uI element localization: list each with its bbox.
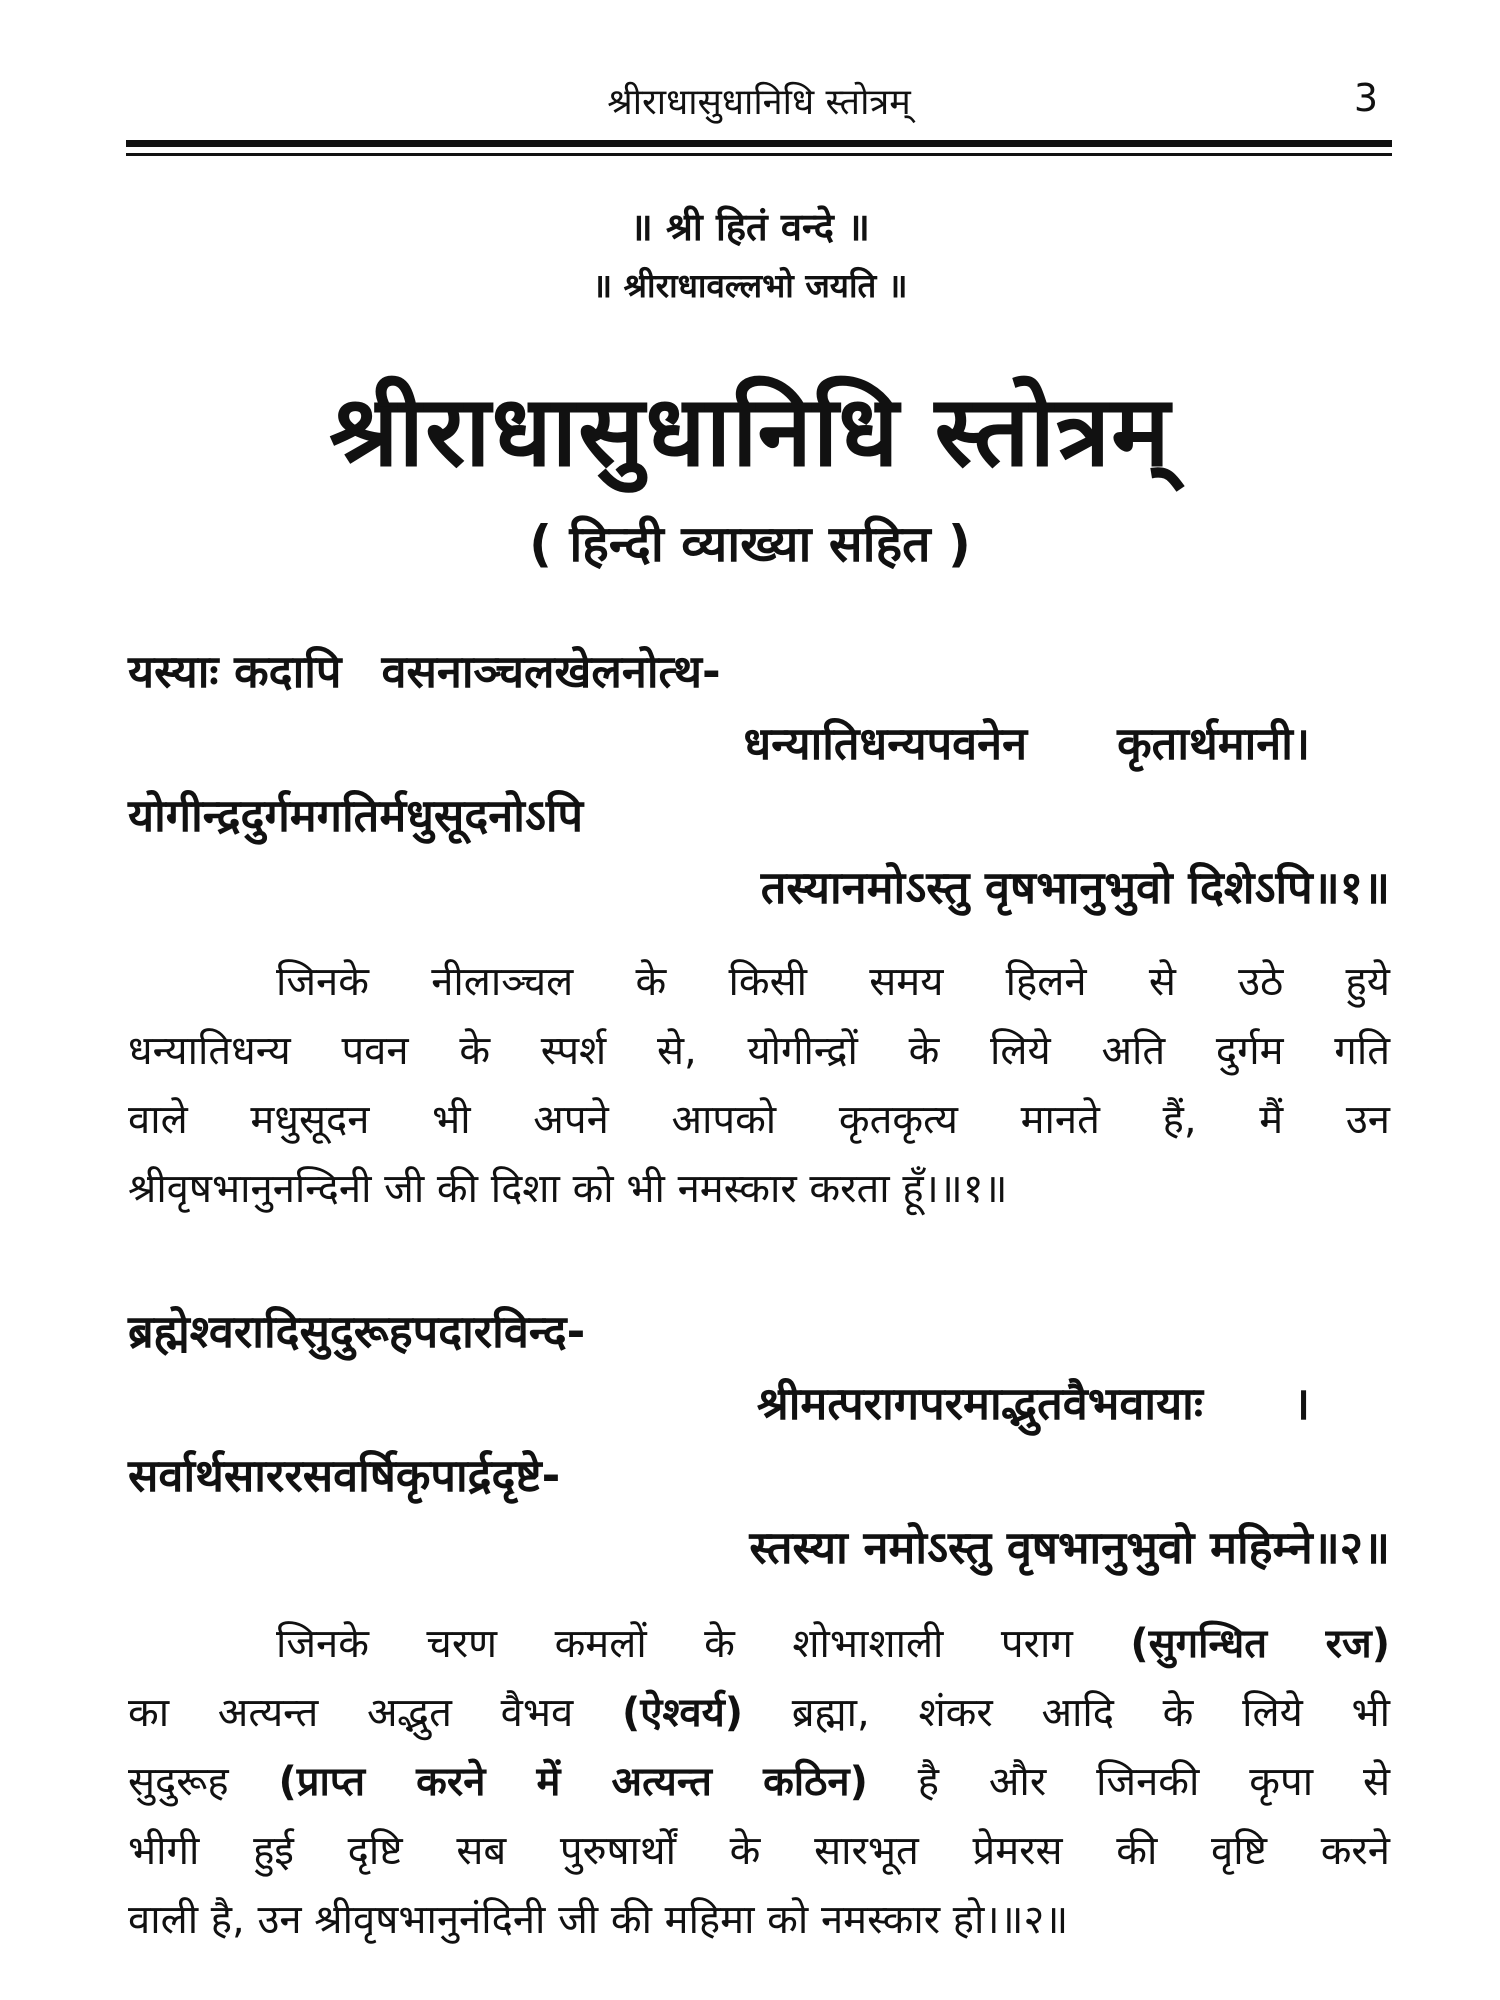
commentary-1-line-1: जिनके नीलाञ्चल के किसी समय हिलने से उठे हुये: [276, 959, 1390, 1005]
page-number: 3: [1353, 76, 1378, 120]
header-rule-thin: [126, 153, 1392, 156]
verse-1-line-3: योगीन्द्रदुर्गमगतिर्मधुसूदनोऽपि: [128, 789, 584, 842]
commentary-2-gloss-3: (प्राप्त करने में अत्यन्त कठिन): [278, 1759, 868, 1805]
verse-2-line-4: स्तस्या नमोऽस्तु वृषभानुभुवो महिम्ने॥२॥: [749, 1521, 1390, 1574]
verse-1-line-2-part-b: कृतार्थमानी।: [1117, 717, 1310, 770]
commentary-2-line-4: भीगी हुई दृष्टि सब पुरुषार्थों के सारभूत प्रेमरस की वृष्टि करने: [128, 1828, 1390, 1874]
verse-2: [128, 1300, 1390, 1600]
commentary-2-line-2-text-a: का अत्यन्त अद्भुत वैभव: [128, 1690, 574, 1736]
commentary-2-gloss-1: (सुगन्धित रज): [1130, 1621, 1390, 1667]
commentary-1: [128, 948, 1390, 1224]
commentary-2-line-2: [128, 1679, 1390, 1748]
commentary-2-line-3-text-a: सुदुरूह: [128, 1759, 229, 1805]
verse-2-line-2-part-a: श्रीमत्परागपरमाद्भुतवैभवायाः: [756, 1377, 1203, 1430]
page-subtitle: ( हिन्दी व्याख्या सहित ): [529, 515, 971, 573]
invocation-line-2: ॥ श्रीराधावल्लभो जयति ॥: [592, 266, 908, 305]
commentary-1-line-4: श्रीवृषभानुनन्दिनी जी की दिशा को भी नमस्कार करता हूँ।॥१॥: [128, 1166, 1008, 1212]
verse-1-line-1-part-a: यस्याः कदापि: [128, 645, 342, 698]
verse-1-line-2-part-a: धन्यातिधन्यपवनेन: [743, 717, 1028, 770]
commentary-2-line-3-text-b: है और जिनकी कृपा से: [917, 1759, 1390, 1805]
page-header: [128, 70, 1390, 130]
commentary-2-line-1-text: जिनके चरण कमलों के शोभाशाली पराग: [276, 1621, 1073, 1667]
page-title: श्रीराधासुधानिधि स्तोत्रम्: [329, 375, 1171, 489]
verse-2-line-3: सर्वार्थसाररसवर्षिकृपार्द्रदृष्टे-: [128, 1449, 561, 1502]
verse-1-line-1: [128, 640, 721, 701]
commentary-2-line-5: वाली है, उन श्रीवृषभानुनंदिनी जी की महिमा को नमस्कार हो।॥२॥: [128, 1897, 1069, 1943]
commentary-2-line-3: [128, 1748, 1390, 1817]
header-rule-thick: [126, 140, 1392, 147]
verse-1-line-2: [744, 712, 1310, 773]
invocation-line-1: ॥ श्री हितं वन्दे ॥: [630, 205, 870, 249]
running-header-title: श्रीराधासुधानिधि स्तोत्रम्: [607, 82, 911, 123]
commentary-2-line-2-text-b: ब्रह्मा, शंकर आदि के लिये भी: [791, 1690, 1390, 1736]
verse-1: [128, 640, 1390, 940]
commentary-2-line-1: [128, 1610, 1390, 1679]
commentary-1-line-2: धन्यातिधन्य पवन के स्पर्श से, योगीन्द्रों के लिये अति दुर्गम गति: [128, 1028, 1390, 1074]
commentary-2-gloss-2: (ऐश्वर्य): [621, 1690, 744, 1736]
commentary-2: [128, 1610, 1390, 1955]
verse-2-line-2: [757, 1372, 1310, 1433]
verse-2-line-1: ब्रह्मेश्वरादिसुदुरूहपदारविन्द-: [128, 1305, 586, 1358]
commentary-1-line-3: वाले मधुसूदन भी अपने आपको कृतकृत्य मानते हैं, मैं उन: [128, 1097, 1390, 1143]
verse-1-line-4: तस्यानमोऽस्तु वृषभानुभुवो दिशेऽपि॥१॥: [760, 861, 1390, 914]
verse-2-line-2-danda: ।: [1292, 1377, 1310, 1430]
verse-1-line-1-part-b: वसनाञ्चलखेलनोत्थ-: [381, 645, 721, 698]
